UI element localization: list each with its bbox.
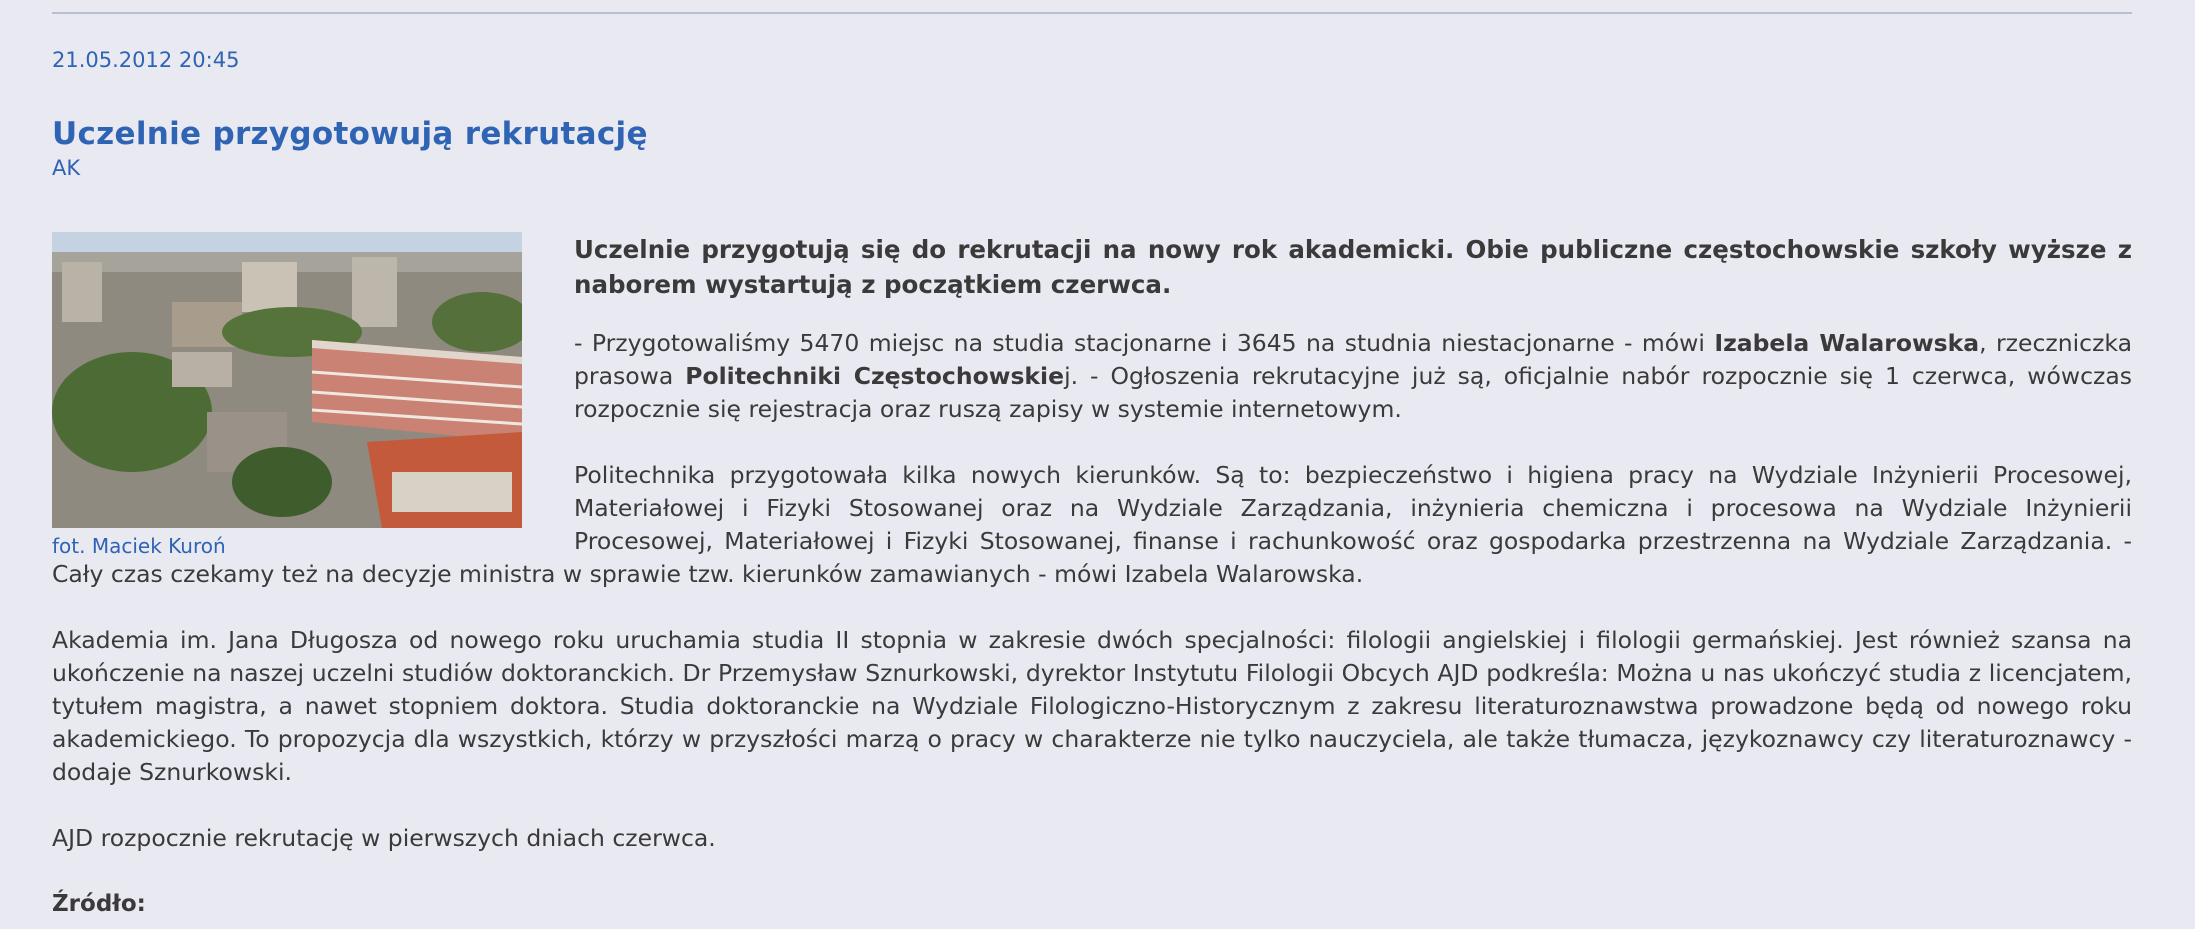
- paragraph-1-text-3: j. - Ogłoszenia rekrutacyjne już są, oficjalnie nabór rozpocznie się 1 czerwca, wówczas rozpocznie się rejestracja oraz ruszą zapisy w systemie internetowym.: [574, 362, 2132, 423]
- article-lead: Uczelnie przygotują się do rekrutacji na nowy rok akademicki. Obie publiczne częstochowskie szkoły wyższe z naborem wystartują z początkiem czerwca.: [574, 235, 2132, 299]
- article-date: 21.05.2012 20:45: [52, 48, 240, 72]
- person-name: Izabela Walarowska: [1714, 329, 1980, 357]
- institution-name: Politechniki Częstochowskie: [685, 362, 1065, 390]
- paragraph-1-text-2: , rzeczniczka prasowa: [574, 329, 2132, 390]
- top-divider: [52, 12, 2132, 14]
- article-author: AK: [52, 156, 81, 180]
- paragraph-2: Politechnika przygotowała kilka nowych kierunków. Są to: bezpieczeństwo i higiena pracy na Wydziale Inżynierii Procesowej, Materiałowej i Fizyki Stosowanej oraz na Wydziale Zarządzania, inżynieria chemiczna i procesowa na Wydziale Inżynierii Procesowej, Materiałowej i Fizyki Stosowanej, finanse i rachunkowość oraz gospodarka przestrzenna na Wydziale Zarządzania. - Cały czas czekamy też na decyzje ministra w sprawie tzw. kierunków zamawianych - mówi Izabela Walarowska.: [52, 461, 2132, 588]
- article-content: [52, 232, 2132, 921]
- photo-caption: fot. Maciek Kuroń: [52, 534, 226, 558]
- article: [52, 48, 2132, 921]
- paragraph-3: Akademia im. Jana Długosza od nowego roku uruchamia studia II stopnia w zakresie dwóch specjalności: filologii angielskiej i filologii germańskiej. Jest również szansa na ukończenie na naszej uczelni studiów doktoranckich. Dr Przemysław Sznurkowski, dyrektor Instytutu Filologii Obcych AJD podkreśla: Można u nas ukończyć studia z licencjatem, tytułem magistra, a nawet stopniem doktora. Studia doktoranckie na Wydziale Filologiczno-Historycznym z zakresu literaturoznawstwa prowadzone będą od nowego roku akademickiego. To propozycja dla wszystkich, którzy w przyszłości marzą o pracy w charakterze nie tylko nauczyciela, ale także tłumacza, językoznawcy czy literaturoznawcy - dodaje Sznurkowski.: [52, 626, 2132, 786]
- source-label: Źródło:: [52, 891, 146, 917]
- city-aerial-photo: [52, 232, 522, 528]
- paragraph-1-text-1: - Przygotowaliśmy 5470 miejsc na studia stacjonarne i 3645 na studnia niestacjonarne - mówi: [574, 329, 1715, 357]
- paragraph-4: AJD rozpocznie rekrutację w pierwszych dniach czerwca.: [52, 824, 716, 852]
- article-title[interactable]: Uczelnie przygotowują rekrutację: [52, 116, 648, 152]
- article-figure: [52, 232, 522, 558]
